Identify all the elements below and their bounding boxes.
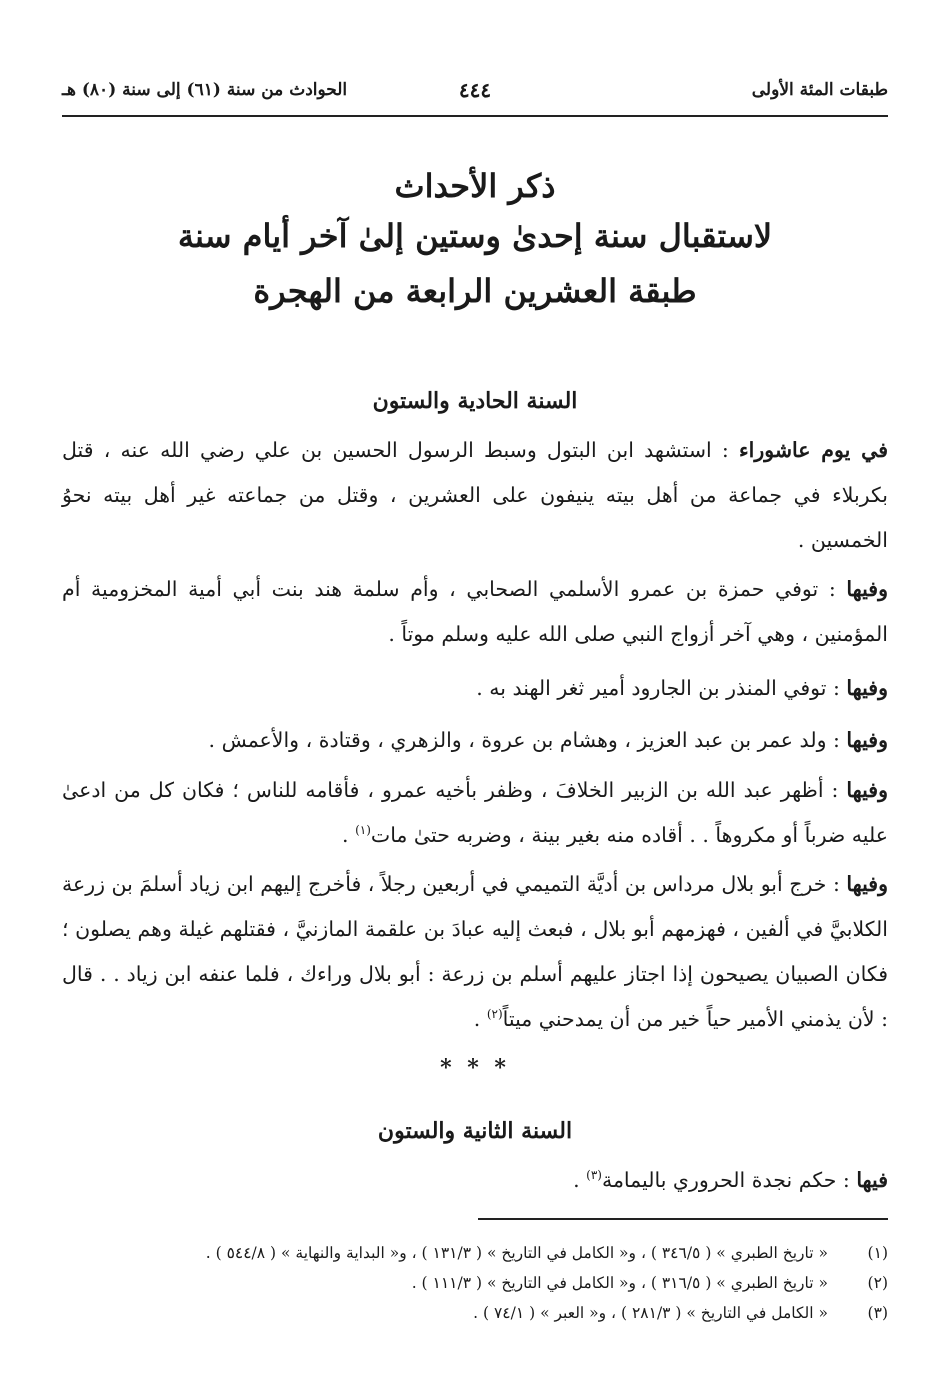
- section-range: الحوادث من سنة (٦١) إلى سنة (٨٠) هـ: [62, 80, 348, 100]
- footnote-number: (٣): [867, 1304, 888, 1322]
- paragraph-tail: .: [573, 1168, 587, 1192]
- paragraph-text: : أظهر عبد الله بن الزبير الخلافَ ، وظفر بأخيه عمرو ، فأقامه للناس ؛ فكان كل من ادعىٰ عليه ضرباً أو مكروهاً . . أقاده منه بغير بينة ، وضربه حتىٰ مات: [62, 778, 888, 847]
- paragraph-text: : توفي المنذر بن الجارود أمير ثغر الهند به .: [476, 676, 847, 700]
- paragraph-births: [62, 718, 888, 763]
- paragraph-text: : استشهد ابن البتول وسبط الرسول الحسين بن علي رضي الله عنه ، قتل بكربلاء في جماعة من أهل بيته ينيفون على العشرين ، وقتل من جماعته غير أهل بيته نحوُ الخمسين .: [62, 438, 888, 552]
- footnote-rule: [478, 1218, 888, 1220]
- paragraph-text: : خرج أبو بلال مرداس بن أديَّة التميمي في أربعين رجلاً ، فأخرج إليهم ابن زياد أسلمَ بن زرعة الكلابيَّ في ألفين ، فهزمهم أبو بلال ، فبعث إليه عبادَ بن علقمة المازنيَّ ، فقتلهم غيلة وهم يصلون ؛ فكان الصبيان يصيحون إذا اجتاز عليهم أسلم بن زرعة : أبو بلال وراءك ، فلما عنفه ابن زياد . . قال : لأن يذمني الأمير حياً خير من أن يمدحني ميتاً: [62, 872, 888, 1031]
- footnote-marker[interactable]: (٣): [586, 1168, 602, 1183]
- paragraph-lead: فيها: [856, 1168, 888, 1192]
- header-rule: [62, 115, 888, 117]
- paragraph-lead: وفيها: [846, 872, 888, 896]
- paragraph-abu-bilal: [62, 862, 888, 1042]
- footnote-number: (١): [867, 1244, 888, 1262]
- chapter-title-line-1: ذكر الأحداث: [394, 167, 556, 205]
- paragraph-tail: .: [473, 1007, 487, 1031]
- paragraph-lead: وفيها: [846, 577, 888, 601]
- footnote-marker[interactable]: (٢): [486, 1007, 503, 1022]
- paragraph-lead: وفيها: [846, 778, 888, 802]
- paragraph-text: : حكم نجدة الحروري باليمامة: [601, 1168, 857, 1192]
- footnote-text: « تاريخ الطبري » ( ٣١٦/٥ ) ، و« الكامل في التاريخ » ( ١١١/٣ ) .: [411, 1274, 828, 1292]
- paragraph-tail: .: [342, 823, 356, 847]
- footnote-3: [62, 1298, 888, 1328]
- running-header: [62, 80, 888, 110]
- paragraph-text: : ولد عمر بن عبد العزيز ، وهشام بن عروة ، والزهري ، وقتادة ، والأعمش .: [208, 728, 847, 752]
- chapter-title-line-3: طبقة العشرين الرابعة من الهجرة: [253, 272, 697, 310]
- footnotes: [62, 1238, 888, 1328]
- paragraph-lead: وفيها: [846, 728, 888, 752]
- paragraph-lead: في يوم عاشوراء: [739, 438, 888, 462]
- paragraph-text: : توفي حمزة بن عمرو الأسلمي الصحابي ، وأم سلمة هند بنت أبي أمية المخزومية أم المؤمنين ، وهي آخر أزواج النبي صلى الله عليه وسلم موتاً .: [62, 577, 888, 646]
- chapter-title-line-2: لاستقبال سنة إحدىٰ وستين إلىٰ آخر أيام سنة: [177, 217, 773, 255]
- book-title: طبقات المئة الأولى: [751, 80, 888, 100]
- year-62-heading: السنة الثانية والستون: [377, 1118, 573, 1144]
- paragraph-deaths: [62, 567, 888, 657]
- footnote-text: « تاريخ الطبري » ( ٣٤٦/٥ ) ، و« الكامل في التاريخ » ( ١٣١/٣ ) ، و« البداية والنهاية » ( ٥٤٤/٨ ) .: [205, 1244, 828, 1262]
- footnote-text: « الكامل في التاريخ » ( ٢٨١/٣ ) ، و« العبر » ( ٧٤/١ ) .: [473, 1304, 828, 1322]
- paragraph-ashura: [62, 428, 888, 563]
- paragraph-mundhir: [62, 666, 888, 711]
- footnote-number: (٢): [867, 1274, 888, 1292]
- footnote-1: [62, 1238, 888, 1268]
- year-61-heading: السنة الحادية والستون: [372, 388, 578, 414]
- footnote-2: [62, 1268, 888, 1298]
- footnote-marker[interactable]: (١): [355, 823, 371, 838]
- paragraph-ibn-zubayr: [62, 768, 888, 858]
- page-number: ٤٤٤: [458, 78, 492, 102]
- paragraph-najda: [62, 1158, 888, 1203]
- paragraph-lead: وفيها: [846, 676, 888, 700]
- section-separator: * * *: [440, 1055, 510, 1081]
